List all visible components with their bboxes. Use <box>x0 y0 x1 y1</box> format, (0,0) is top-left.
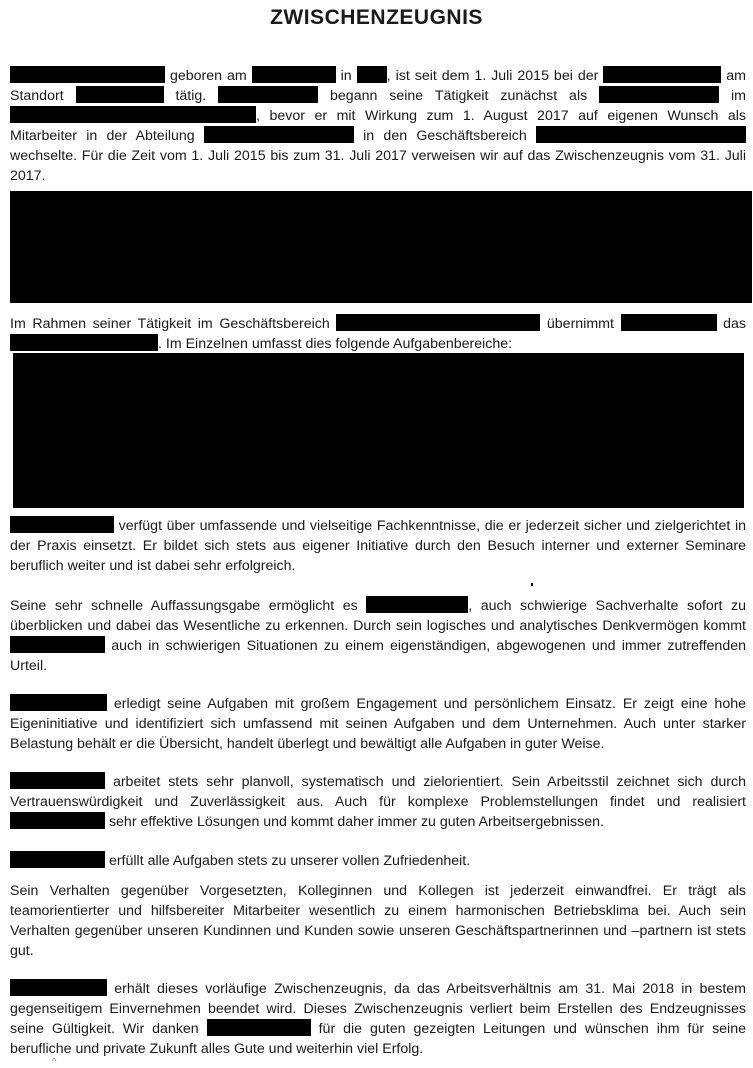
behaviour-paragraph <box>10 881 746 961</box>
document-title: ZWISCHENZEUGNIS <box>270 6 483 29</box>
text: Sein Verhalten gegenüber Vorgesetzten, Kolleginnen und Kollegen ist jederzeit einwandfrei. Er trägt als teamorientierter und hilfsbereiter Mitarbeiter wesentlich zu einem harmonischen Betriebsklima bei. Auch sein Verhalten gegenüber unseren Kundinnen und Kunden sowie unseren Geschäftspartnerinnen und –partnern ist stets gut. <box>10 883 746 959</box>
working-style-paragraph <box>10 772 746 832</box>
redaction <box>10 772 105 789</box>
responsibilities-intro <box>10 314 746 354</box>
text: Im Rahmen seiner Tätigkeit im Geschäftsbereich <box>10 316 337 332</box>
text: , ist seit dem 1. Juli 2015 bei der <box>386 68 604 84</box>
redaction <box>357 66 387 83</box>
redaction <box>10 334 158 351</box>
redaction <box>366 596 468 613</box>
text: in den Geschäftsbereich <box>353 128 536 144</box>
text: auch in schwierigen Situationen zu einem eigenständigen, abgewogenen und immer zutreffenden Urteil. <box>10 638 746 674</box>
redacted-block <box>13 353 744 508</box>
text: , auch schwierige Sachverhalte sofort zu überblicken und dabei das Wesentliche zu erkennen. Durch sein logisches und analytisches Denkvermögen kommt <box>10 598 746 634</box>
text: im <box>719 88 746 104</box>
redaction <box>10 851 105 868</box>
redacted-block <box>10 191 752 303</box>
text: erhält dieses vorläufige Zwischenzeugnis, da das Arbeitsverhältnis am 31. Mai 2018 in bestem gegenseitigem Einvernehmen beendet wird. Dieses Zwischenzeugnis verliert beim Erstellen des Endzeugnisses seine Gültigkeit. Wir danken <box>10 981 746 1037</box>
redaction <box>536 126 746 143</box>
scan-speck <box>531 583 533 586</box>
text: das <box>716 316 746 332</box>
footer-mark: ^ <box>52 1056 57 1066</box>
redaction <box>10 516 114 533</box>
redaction <box>10 106 256 123</box>
redaction <box>76 86 164 103</box>
redaction <box>10 66 165 83</box>
text: erledigt seine Aufgaben mit großem Engagement und persönlichem Einsatz. Er zeigt eine hohe Eigeninitiative und identifiziert sich umfassend mit seinen Aufgaben und dem Unternehmen. Auch unter starker Belastung behält er die Übersicht, handelt überlegt und bewältigt alle Aufgaben in guter Weise. <box>10 696 746 752</box>
redaction <box>10 694 107 711</box>
intro-paragraph <box>10 66 746 186</box>
redaction <box>603 66 721 83</box>
text: geboren am <box>165 68 252 84</box>
redaction <box>207 1019 311 1036</box>
text: , bevor er mit Wirkung zum 1. August 2017 auf eigenen Wunsch als Mitarbeiter in der Abteilung <box>10 108 746 144</box>
comprehension-paragraph <box>10 596 746 676</box>
redaction <box>621 314 717 331</box>
redaction <box>252 66 336 83</box>
text: erfüllt alle Aufgaben stets zu unserer vollen Zufriedenheit. <box>105 853 471 869</box>
text: wechselte. Für die Zeit vom 1. Juli 2015 bis zum 31. Juli 2017 verweisen wir auf das Zwischenzeugnis vom 31. Juli 2017. <box>10 148 746 184</box>
redaction <box>599 86 719 103</box>
closing-paragraph <box>10 979 746 1059</box>
text: für die guten gezeigten Leitungen und wünschen ihm für seine berufliche und private Zukunft alles Gute und weiterhin viel Erfolg. <box>10 1021 746 1057</box>
text: am Standort <box>10 68 746 104</box>
engagement-paragraph <box>10 694 746 754</box>
text: sehr effektive Lösungen und kommt daher immer zu guten Arbeitsergebnissen. <box>105 814 604 830</box>
redaction <box>10 979 107 996</box>
text: verfügt über umfassende und vielseitige Fachkenntnisse, die er jederzeit sicher und zielgerichtet in der Praxis einsetzt. Er bildet sich stets aus eigener Initiative durch den Besuch interner und externer Seminare beruflich weiter und ist dabei sehr erfolgreich. <box>10 518 746 574</box>
text: Seine sehr schnelle Auffassungsgabe ermöglicht es <box>10 598 367 614</box>
redaction <box>10 812 105 829</box>
text: begann seine Tätigkeit zunächst als <box>318 88 600 104</box>
text: übernimmt <box>540 316 621 332</box>
redaction <box>10 636 105 653</box>
redaction <box>204 126 354 143</box>
expertise-paragraph <box>10 516 746 576</box>
satisfaction-paragraph <box>10 851 746 871</box>
text: tätig. <box>163 88 219 104</box>
redaction <box>336 314 540 331</box>
text: . Im Einzelnen umfasst dies folgende Aufgabenbereiche: <box>158 336 513 352</box>
redaction <box>218 86 318 103</box>
text: in <box>335 68 357 84</box>
text: arbeitet stets sehr planvoll, systematisch und zielorientiert. Sein Arbeitsstil zeichnet sich durch Vertrauenswürdigkeit und Zuverlässigkeit aus. Auch für komplexe Problemstellungen findet und realisiert <box>10 774 746 810</box>
